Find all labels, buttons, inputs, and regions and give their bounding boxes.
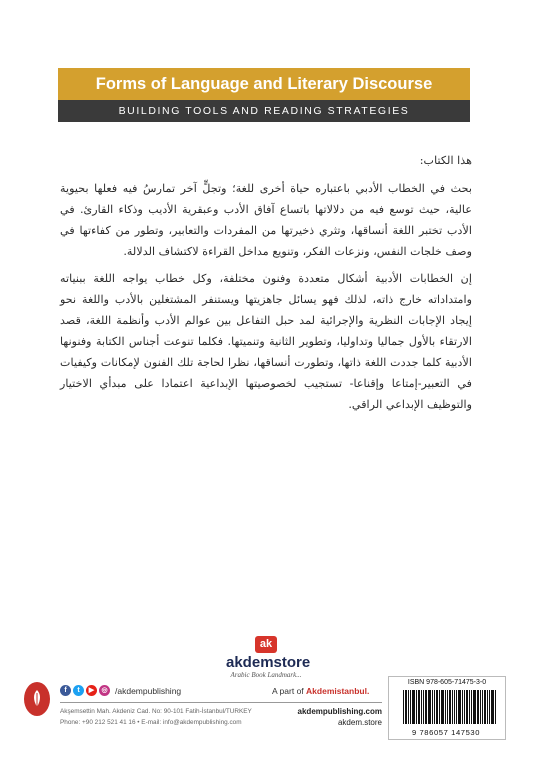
blurb-heading: هذا الكتاب: (419, 154, 472, 167)
barcode-digits: 9 786057 147530 (411, 728, 481, 737)
address-line-1: Akşemsettin Mah. Akdeniz Cad. No: 90-101 Fatih-İstanbul/TURKEY (60, 708, 252, 715)
book-subtitle: BUILDING TOOLS AND READING STRATEGIES (58, 100, 470, 122)
social-links (60, 685, 181, 696)
isbn-barcode (388, 676, 506, 740)
website-link-2[interactable]: akdem.store (337, 718, 382, 727)
part-of-prefix: A part of (272, 686, 304, 696)
store-tagline: Arabic Book Landmark... (230, 671, 302, 679)
book-title: Forms of Language and Literary Discourse (58, 68, 470, 100)
barcode-icon (403, 690, 497, 724)
store-name: akdemstore (226, 654, 311, 671)
facebook-icon[interactable]: f (60, 685, 71, 696)
address-line-2: Phone: +90 212 521 41 16 • E-mail: info@akdempublishing.com (60, 719, 242, 726)
part-of-brand: Akdemistanbul. (306, 686, 370, 696)
publisher-websites (296, 706, 382, 728)
footer-divider (60, 702, 382, 703)
isbn-label: ISBN 978-605-71475-3-0 (407, 679, 487, 686)
akdemstore-logo (226, 636, 311, 679)
social-handle[interactable]: /akdempublishing (115, 685, 182, 696)
part-of-label (272, 686, 369, 696)
instagram-icon[interactable]: ◎ (99, 685, 110, 696)
blurb-paragraph-2: إن الخطابات الأدبية أشكال متعددة وفنون مختلفة، وكل خطاب يواجه اللغة ببنياته وامتداداته خارج ذاته، لذلك فهو يسائل جاهزيتها ويستنفر المشتغلين بالأدب واللغة نحو إيجاد الإجابات النظرية والإجرائية لمد حبل التفاعل بين عوالم الأدب وأنظمة اللغة، قصد الارتقاء بالأول جماليا وتداوليا، وتطوير الثانية وتنميتها. فكلما تنوعت أجناس الكتابة وفنونها الأدبية كلما جددت اللغة ذاتها، وتطورت أنساقها، نظرا لحاجة تلك الفنون لإمكانات وكيفيات في التعبير-إمتاعا وإقناعا- تستجيب لخصوصيتها الإبداعية اعتمادا على مبدأي الاختيار والتوظيف الإبداعي الراقي. (60, 272, 472, 411)
publisher-address (60, 706, 252, 728)
blurb-paragraph-1: بحث في الخطاب الأدبي باعتباره حياة أخرى للغة؛ وتجلٍّ آخر تمارسُ فيه فعلها بحيوية عالية، حيث توسع فيه من دلالاتها باتساع آفاق الأدب وعبقرية الأديب وذكاء القارئ. في الأدب تختبر اللغة أنساقها، وتثري ذخيرتها من المفردات والتعابير، وتطور من كفاءتها في وصف خلجات النفس، ونزعات الفكر، وتنويع مداخل القراءة لاكتشاف الدلالة. (60, 182, 472, 258)
twitter-icon[interactable]: t (73, 685, 84, 696)
website-link-1[interactable]: akdempublishing.com (297, 707, 382, 716)
quill-logo-icon (24, 682, 50, 716)
youtube-icon[interactable]: ▶ (86, 685, 97, 696)
akdemstore-badge-icon: ak (255, 636, 277, 653)
